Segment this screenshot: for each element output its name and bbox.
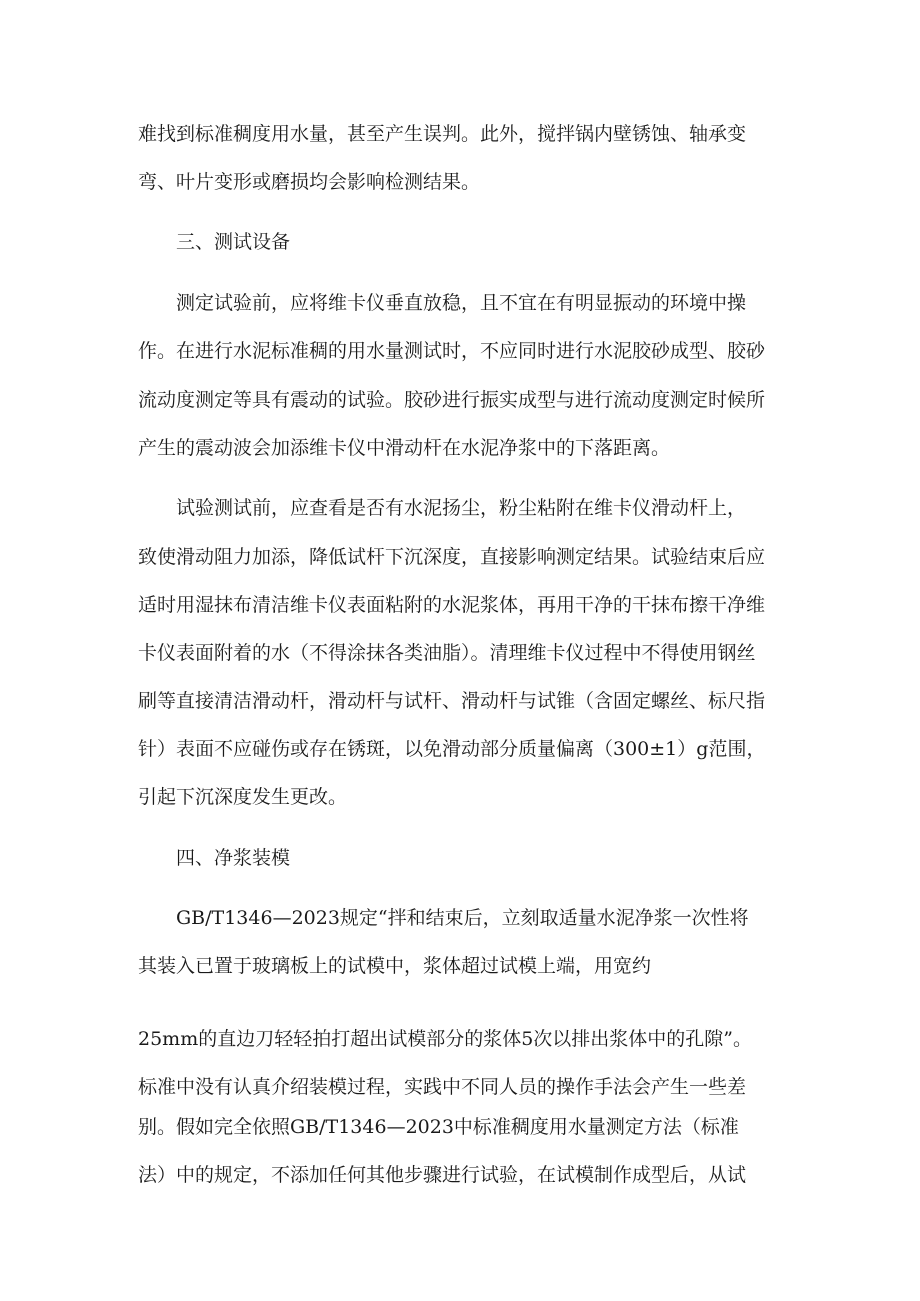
text-line: 卡仪表面附着的水（不得涂抹各类油脂）。清理维卡仪过程中不得使用钢丝 (138, 642, 756, 664)
text-line: 流动度测定等具有震动的试验。胶砂进行振实成型与进行流动度测定时候所 (138, 389, 766, 411)
text-line: 别。假如完全依照GB/T1346—2023中标准稠度用水量测定方法（标准 (138, 1116, 739, 1138)
section-heading-equipment: 三、测试设备 (176, 231, 291, 253)
text-line: 难找到标准稠度用水量，甚至产生误判。此外，搅拌锅内壁锈蚀、轴承变 (138, 123, 747, 145)
section-heading-paste-molding: 四、净浆装模 (176, 847, 291, 869)
text-line: 弯、叶片变形或磨损均会影响检测结果。 (138, 171, 481, 193)
text-line: 测定试验前，应将维卡仪垂直放稳，且不宜在有明显振动的环境中操 (176, 292, 747, 314)
text-line: GB/T1346—2023规定“拌和结束后，立刻取适量水泥净浆一次性将 (176, 907, 749, 929)
text-line: 致使滑动阻力加添，降低试杆下沉深度，直接影响测定结果。试验结束后应 (138, 546, 766, 568)
text-line: 适时用湿抹布清洁维卡仪表面粘附的水泥浆体，再用干净的干抹布擦干净维 (138, 594, 766, 616)
text-line: 25mm的直边刀轻轻拍打超出试模部分的浆体5次以排出浆体中的孔隙”。 (138, 1028, 753, 1050)
text-line: 刷等直接清洁滑动杆，滑动杆与试杆、滑动杆与试锥（含固定螺丝、标尺指 (138, 690, 766, 712)
text-line: 标准中没有认真介绍装模过程，实践中不同人员的操作手法会产生一些差 (138, 1076, 747, 1098)
text-line: 其装入已置于玻璃板上的试模中，浆体超过试模上端，用宽约 (138, 955, 652, 977)
text-line: 法）中的规定，不添加任何其他步骤进行试验，在试模制作成型后，从试 (138, 1164, 747, 1186)
text-line: 引起下沉深度发生更改。 (138, 786, 348, 808)
text-line: 针）表面不应碰伤或存在锈斑，以免滑动部分质量偏离（300±1）g范围， (138, 738, 766, 760)
text-line: 试验测试前，应查看是否有水泥扬尘，粉尘粘附在维卡仪滑动杆上， (176, 497, 747, 519)
text-line: 产生的震动波会加添维卡仪中滑动杆在水泥净浆中的下落距离。 (138, 437, 671, 459)
text-line: 作。在进行水泥标准稠的用水量测试时，不应同时进行水泥胶砂成型、胶砂 (138, 340, 766, 362)
